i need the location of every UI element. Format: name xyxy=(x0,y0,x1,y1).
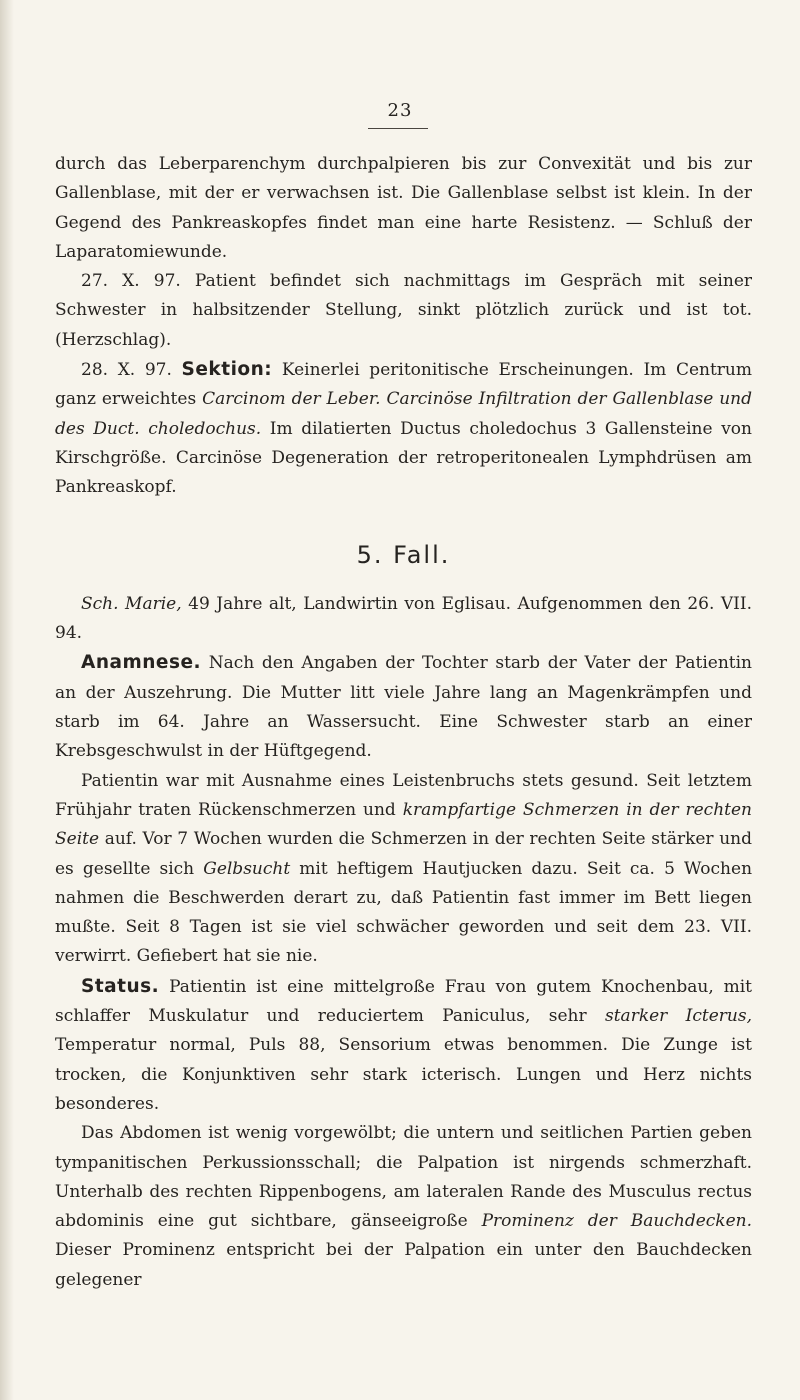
text-run: durch das Leberparenchym durchpalpieren bis zur Convexität und bis zur Gallenblase, mit der er verwachsen ist. Die Gallenblase selbst ist klein. In der Gegend des Pankreaskopfes findet man eine harte Resistenz. — Schluß der Laparatomiewunde. xyxy=(55,154,752,262)
page-number: 23 xyxy=(387,100,413,121)
paragraph-continuation xyxy=(55,150,752,267)
text-run: auf. Vor 7 Wochen wurden die Schmerzen in der rechten Seite stärker und es gesellte sich xyxy=(55,829,752,879)
paragraph-sektion xyxy=(55,355,752,502)
paragraph-death-report xyxy=(55,267,752,355)
paragraph-patient-intro xyxy=(55,590,752,649)
emphasis: Gelbsucht xyxy=(203,858,291,879)
runin-heading-status: Status. xyxy=(81,975,160,997)
emphasis: Carcinöse Infiltration der Gallenblase und des Duct. choledochus. xyxy=(55,389,753,439)
emphasis: Prominenz der Bauchdecken. xyxy=(481,1211,753,1232)
emphasis: starker Icterus, xyxy=(605,1006,752,1027)
text-run: Nach den Angaben der Tochter starb der Vater der Patientin an der Auszehrung. Die Mutter litt viele Jahre lang an Magenkrämpfen und starb im 64. Jahre an Wassersucht. Eine Schwester starb an einer Krebsgeschwulst in der Hüftgegend. xyxy=(55,653,753,762)
text-run: Patientin war mit Ausnahme eines Leistenbruchs stets gesund. Seit letztem Frühjahr traten Rückenschmerzen und xyxy=(55,770,752,820)
text-run: Patientin ist eine mittelgroße Frau von gutem Knochenbau, mit schlaffer Muskulatur und reduciertem Paniculus, sehr xyxy=(55,976,753,1027)
runin-heading-anamnese: Anamnese. xyxy=(81,652,202,674)
runin-heading-sektion: Sektion: xyxy=(181,359,273,381)
paragraph-abdomen xyxy=(55,1119,752,1295)
text-run: mit heftigem Hautjucken dazu. Seit ca. 5 Wochen nahmen die Beschwerden derart zu, daß Patientin fast immer im Bett liegen mußte. Seit 8 Tagen ist sie viel schwächer geworden und seit dem 23. VII. verwirrt. Gefiebert hat sie nie. xyxy=(55,858,753,967)
text-run: 27. X. 97. Patient befindet sich nachmittags im Gespräch mit seiner Schwester in halbsitzender Stellung, sinkt plötzlich zurück und ist tot. (Herzschlag). xyxy=(55,271,752,350)
date-label: 28. X. 97. xyxy=(81,360,172,381)
case-heading: 5. Fall. xyxy=(356,540,451,569)
page-edge-shadow xyxy=(0,0,14,1400)
text-run: Dieser Prominenz entspricht bei der Palpation ein unter den Bauchdecken gelegener xyxy=(55,1240,752,1290)
text-run: Temperatur normal, Puls 88, Sensorium etwas benommen. Die Zunge ist trocken, die Konjunktiven sehr stark icterisch. Lungen und Herz nichts besonderes. xyxy=(55,1035,752,1114)
emphasis: krampfartige Schmerzen in der rechten Seite xyxy=(55,799,752,850)
page-number-rule xyxy=(368,128,428,129)
patient-name: Sch. Marie, xyxy=(81,593,182,614)
body-text xyxy=(55,150,752,1295)
text-run: 49 Jahre alt, Landwirtin von Eglisau. Aufgenommen den 26. VII. 94. xyxy=(55,593,752,644)
paragraph-status xyxy=(55,972,752,1119)
text-run: Im dilatierten Ductus choledochus 3 Gallensteine von Kirschgröße. Carcinöse Degeneration der retroperitonealen Lymphdrüsen am Pankreaskopf. xyxy=(55,418,752,498)
emphasis: Carcinom der Leber. xyxy=(202,389,381,410)
paragraph-history xyxy=(55,767,752,972)
text-run: Das Abdomen ist wenig vorgewölbt; die untern und seitlichen Partien geben tympanitischen Perkussionsschall; die Palpation ist nirgends schmerzhaft. Unterhalb des rechten Rippenbogens, am lateralen Rande des Musculus rectus abdominis eine gut sichtbare, gänseeigroße xyxy=(55,1123,752,1232)
paragraph-anamnese xyxy=(55,648,752,766)
text-run: Keinerlei peritonitische Erscheinungen. Im Centrum ganz erweichtes xyxy=(55,360,752,410)
